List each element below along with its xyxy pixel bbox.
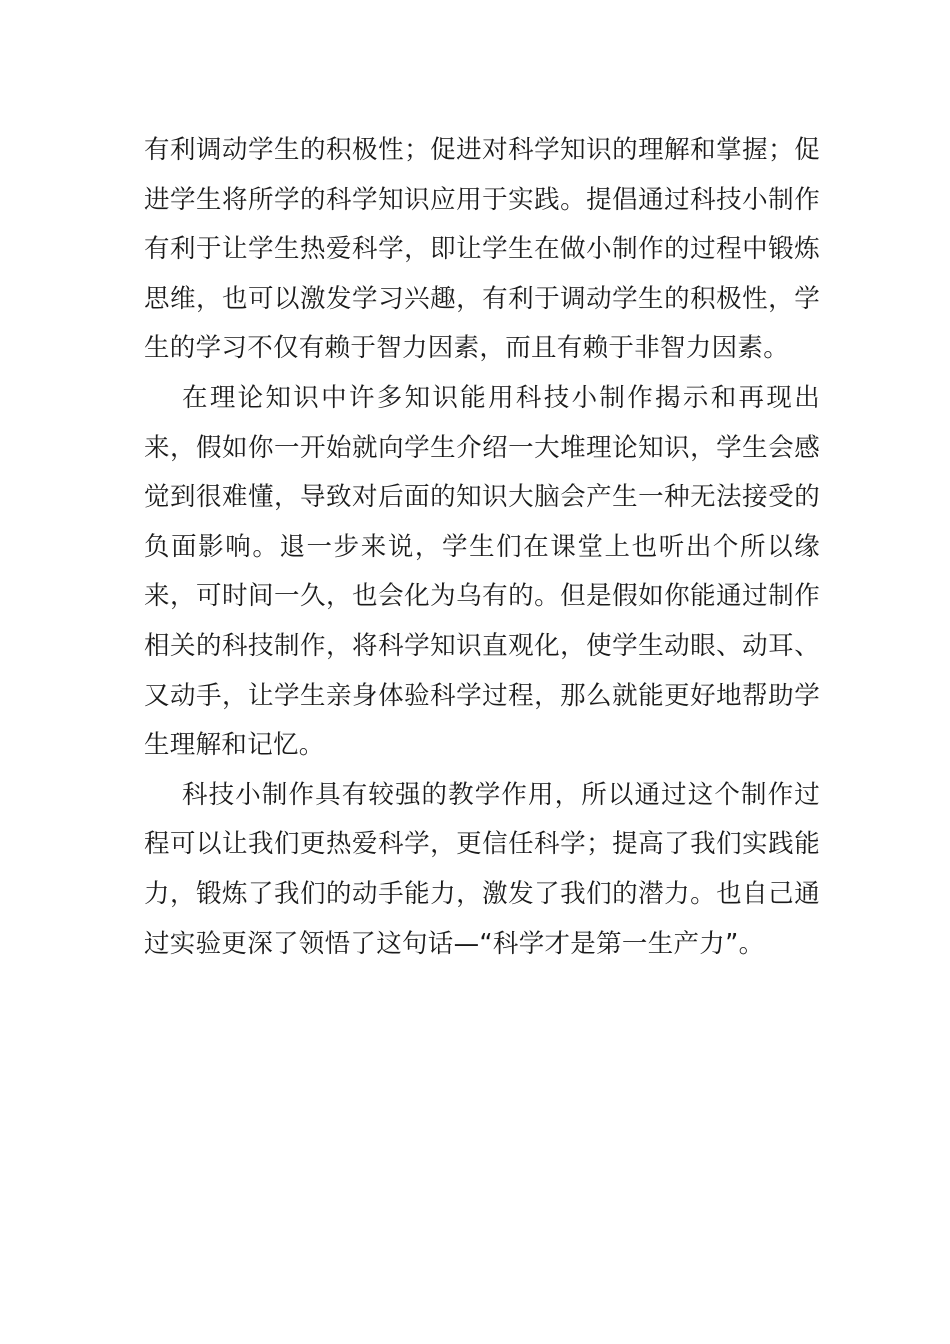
paragraph-3: 科技小制作具有较强的教学作用，所以通过这个制作过程可以让我们更热爱科学，更信任科学；提高了我们实践能力，锻炼了我们的动手能力，激发了我们的潜力。也自己通过实验更深了领悟了这句话—“科学才是第一生产力”。 [144, 779, 820, 959]
paragraph-1: 有利调动学生的积极性；促进对科学知识的理解和掌握；促进学生将所学的科学知识应用于实践。提倡通过科技小制作有利于让学生热爱科学，即让学生在做小制作的过程中锻炼思维，也可以激发学习兴趣，有利于调动学生的积极性，学生的学习不仅有赖于智力因素，而且有赖于非智力因素。 [144, 135, 820, 364]
body-text [144, 126, 820, 969]
paragraph-2: 在理论知识中许多知识能用科技小制作揭示和再现出来，假如你一开始就向学生介绍一大堆理论知识，学生会感觉到很难懂，导致对后面的知识大脑会产生一种无法接受的负面影响。退一步来说，学生们在课堂上也听出个所以缘来，可时间一久，也会化为乌有的。但是假如你能通过制作相关的科技制作，将科学知识直观化，使学生动眼、动耳、又动手，让学生亲身体验科学过程，那么就能更好地帮助学生理解和记忆。 [144, 382, 820, 761]
